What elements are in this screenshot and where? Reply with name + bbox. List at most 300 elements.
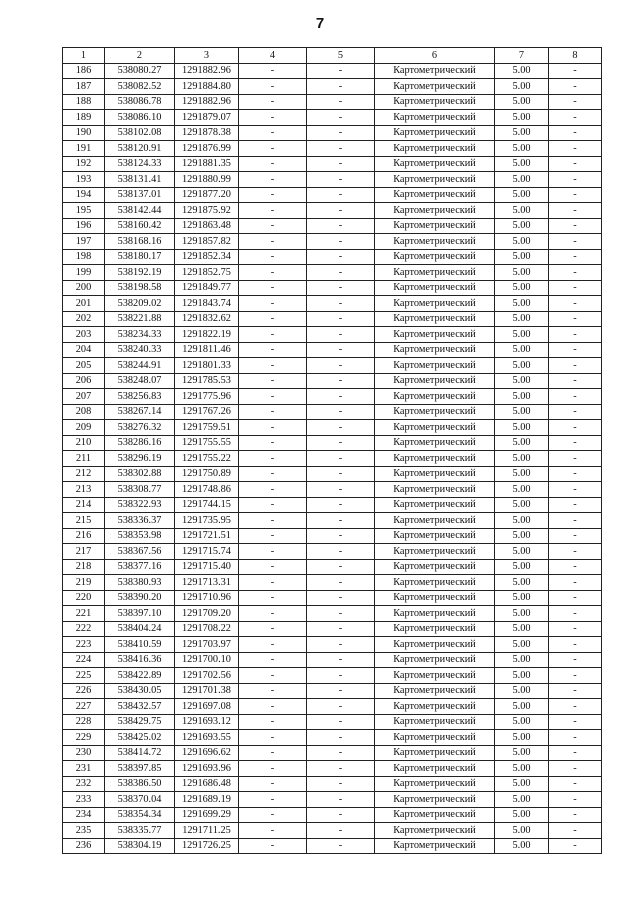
table-cell: 538404.24 — [105, 621, 175, 637]
table-cell: 1291882.96 — [175, 63, 239, 79]
table-cell: 5.00 — [495, 699, 549, 715]
table-cell: Картометрический — [375, 544, 495, 560]
table-cell: 221 — [63, 606, 105, 622]
table-cell: Картометрический — [375, 435, 495, 451]
table-cell: - — [307, 218, 375, 234]
table-cell: - — [307, 513, 375, 529]
table-cell: Картометрический — [375, 559, 495, 575]
table-cell: Картометрический — [375, 327, 495, 343]
table-cell: 1291709.20 — [175, 606, 239, 622]
table-cell: - — [549, 156, 602, 172]
table-cell: 538380.93 — [105, 575, 175, 591]
table-cell: 5.00 — [495, 652, 549, 668]
table-cell: - — [549, 451, 602, 467]
table-cell: 1291696.62 — [175, 745, 239, 761]
column-header: 5 — [307, 48, 375, 64]
table-cell: 5.00 — [495, 141, 549, 157]
table-cell: - — [549, 125, 602, 141]
table-cell: - — [549, 172, 602, 188]
table-cell: - — [307, 63, 375, 79]
table-row — [63, 125, 602, 141]
table-cell: 1291715.40 — [175, 559, 239, 575]
table-cell: 195 — [63, 203, 105, 219]
table-cell: - — [239, 280, 307, 296]
table-cell: 191 — [63, 141, 105, 157]
table-cell: - — [307, 699, 375, 715]
table-cell: - — [549, 435, 602, 451]
table-cell: - — [239, 559, 307, 575]
table-cell: 5.00 — [495, 203, 549, 219]
table-cell: - — [239, 249, 307, 265]
table-cell: 5.00 — [495, 94, 549, 110]
table-cell: 212 — [63, 466, 105, 482]
table-cell: 1291849.77 — [175, 280, 239, 296]
table-cell: 538234.33 — [105, 327, 175, 343]
table-cell: 216 — [63, 528, 105, 544]
table-cell: 192 — [63, 156, 105, 172]
table-cell: 5.00 — [495, 404, 549, 420]
table-row — [63, 451, 602, 467]
table-cell: - — [239, 172, 307, 188]
table-cell: - — [239, 156, 307, 172]
table-cell: 5.00 — [495, 218, 549, 234]
table-cell: Картометрический — [375, 466, 495, 482]
table-cell: 1291689.19 — [175, 792, 239, 808]
table-cell: 538410.59 — [105, 637, 175, 653]
table-row — [63, 218, 602, 234]
table-cell: - — [549, 497, 602, 513]
table-cell: - — [549, 404, 602, 420]
table-cell: 538086.78 — [105, 94, 175, 110]
table-cell: 5.00 — [495, 234, 549, 250]
table-cell: - — [307, 497, 375, 513]
table-cell: 538322.93 — [105, 497, 175, 513]
table-cell: - — [549, 776, 602, 792]
table-cell: 1291811.46 — [175, 342, 239, 358]
table-cell: Картометрический — [375, 838, 495, 854]
table-cell: Картометрический — [375, 172, 495, 188]
table-row — [63, 575, 602, 591]
table-cell: 538142.44 — [105, 203, 175, 219]
table-cell: Картометрический — [375, 699, 495, 715]
table-row — [63, 776, 602, 792]
table-cell: 227 — [63, 699, 105, 715]
table-row — [63, 792, 602, 808]
table-row — [63, 745, 602, 761]
table-cell: - — [239, 342, 307, 358]
table-cell: - — [307, 544, 375, 560]
table-cell: 5.00 — [495, 265, 549, 281]
table-cell: 538256.83 — [105, 389, 175, 405]
table-cell: 538244.91 — [105, 358, 175, 374]
table-cell: - — [239, 125, 307, 141]
table-cell: 1291755.55 — [175, 435, 239, 451]
table-cell: 203 — [63, 327, 105, 343]
table-cell: 538086.10 — [105, 110, 175, 126]
table-cell: - — [307, 683, 375, 699]
table-cell: 200 — [63, 280, 105, 296]
table-cell: 5.00 — [495, 311, 549, 327]
table-cell: Картометрический — [375, 792, 495, 808]
table-cell: - — [307, 249, 375, 265]
table-cell: - — [307, 621, 375, 637]
table-cell: Картометрический — [375, 776, 495, 792]
table-cell: 5.00 — [495, 559, 549, 575]
table-cell: Картометрический — [375, 296, 495, 312]
table-cell: - — [239, 807, 307, 823]
table-cell: - — [239, 590, 307, 606]
table-cell: 1291703.97 — [175, 637, 239, 653]
table-row — [63, 807, 602, 823]
table-cell: Картометрический — [375, 404, 495, 420]
table-cell: Картометрический — [375, 249, 495, 265]
table-cell: - — [307, 203, 375, 219]
column-header: 7 — [495, 48, 549, 64]
table-cell: 1291726.25 — [175, 838, 239, 854]
table-row — [63, 435, 602, 451]
table-cell: - — [549, 187, 602, 203]
table-row — [63, 296, 602, 312]
table-cell: 5.00 — [495, 280, 549, 296]
table-cell: - — [307, 141, 375, 157]
table-cell: 5.00 — [495, 466, 549, 482]
table-cell: - — [239, 389, 307, 405]
table-cell: - — [549, 761, 602, 777]
column-header: 2 — [105, 48, 175, 64]
table-row — [63, 110, 602, 126]
table-cell: 5.00 — [495, 823, 549, 839]
table-cell: 538276.32 — [105, 420, 175, 436]
table-cell: 5.00 — [495, 63, 549, 79]
table-cell: - — [307, 575, 375, 591]
table-cell: 538102.08 — [105, 125, 175, 141]
table-cell: - — [549, 466, 602, 482]
table-cell: 538414.72 — [105, 745, 175, 761]
table-cell: 538370.04 — [105, 792, 175, 808]
table-cell: 223 — [63, 637, 105, 653]
table-cell: - — [307, 714, 375, 730]
table-cell: - — [549, 714, 602, 730]
table-cell: 189 — [63, 110, 105, 126]
table-cell: - — [239, 420, 307, 436]
table-cell: Картометрический — [375, 234, 495, 250]
table-cell: 220 — [63, 590, 105, 606]
table-cell: Картометрический — [375, 513, 495, 529]
table-row — [63, 249, 602, 265]
table-cell: 538430.05 — [105, 683, 175, 699]
table-cell: 5.00 — [495, 668, 549, 684]
table-cell: 5.00 — [495, 110, 549, 126]
table-cell: 1291711.25 — [175, 823, 239, 839]
table-row — [63, 497, 602, 513]
table-cell: 206 — [63, 373, 105, 389]
table-cell: - — [307, 823, 375, 839]
table-cell: - — [239, 730, 307, 746]
table-cell: 236 — [63, 838, 105, 854]
table-cell: - — [549, 590, 602, 606]
table-cell: - — [239, 110, 307, 126]
table-cell: 538416.36 — [105, 652, 175, 668]
table-cell: Картометрический — [375, 451, 495, 467]
table-cell: - — [307, 730, 375, 746]
table-cell: 234 — [63, 807, 105, 823]
table-cell: 538080.27 — [105, 63, 175, 79]
table-cell: - — [549, 296, 602, 312]
table-cell: 209 — [63, 420, 105, 436]
table-cell: - — [307, 745, 375, 761]
table-cell: - — [307, 451, 375, 467]
table-row — [63, 342, 602, 358]
table-cell: 210 — [63, 435, 105, 451]
table-cell: 5.00 — [495, 575, 549, 591]
table-cell: - — [239, 792, 307, 808]
table-cell: - — [307, 311, 375, 327]
table-cell: - — [239, 637, 307, 653]
table-cell: Картометрический — [375, 342, 495, 358]
table-cell: 1291701.38 — [175, 683, 239, 699]
table-cell: 1291693.96 — [175, 761, 239, 777]
table-cell: - — [549, 637, 602, 653]
table-cell: - — [307, 373, 375, 389]
table-cell: - — [307, 79, 375, 95]
table-cell: - — [239, 203, 307, 219]
table-cell: 538198.58 — [105, 280, 175, 296]
table-row — [63, 420, 602, 436]
table-cell: Картометрический — [375, 683, 495, 699]
table-cell: 5.00 — [495, 327, 549, 343]
table-cell: - — [239, 838, 307, 854]
table-cell: - — [307, 792, 375, 808]
table-cell: 5.00 — [495, 420, 549, 436]
table-cell: 5.00 — [495, 451, 549, 467]
table-cell: - — [307, 776, 375, 792]
table-cell: 204 — [63, 342, 105, 358]
table-row — [63, 203, 602, 219]
table-cell: 233 — [63, 792, 105, 808]
table-cell: 5.00 — [495, 497, 549, 513]
table-cell: 230 — [63, 745, 105, 761]
table-cell: 1291852.75 — [175, 265, 239, 281]
table-cell: - — [239, 482, 307, 498]
table-cell: - — [239, 358, 307, 374]
table-cell: 193 — [63, 172, 105, 188]
table-cell: 1291882.96 — [175, 94, 239, 110]
table-cell: 1291878.38 — [175, 125, 239, 141]
table-cell: 1291863.48 — [175, 218, 239, 234]
table-cell: - — [239, 63, 307, 79]
table-cell: Картометрический — [375, 94, 495, 110]
table-cell: 190 — [63, 125, 105, 141]
table-cell: 5.00 — [495, 761, 549, 777]
table-cell: Картометрический — [375, 637, 495, 653]
table-cell: - — [549, 528, 602, 544]
table-cell: 5.00 — [495, 544, 549, 560]
table-cell: 199 — [63, 265, 105, 281]
table-cell: 1291713.31 — [175, 575, 239, 591]
table-cell: 207 — [63, 389, 105, 405]
table-cell: 1291750.89 — [175, 466, 239, 482]
table-cell: 5.00 — [495, 187, 549, 203]
table-cell: 5.00 — [495, 776, 549, 792]
table-row — [63, 683, 602, 699]
table-cell: 1291843.74 — [175, 296, 239, 312]
table-cell: - — [307, 110, 375, 126]
table-cell: 538335.77 — [105, 823, 175, 839]
table-cell: Картометрический — [375, 218, 495, 234]
table-cell: - — [239, 234, 307, 250]
table-cell: - — [307, 466, 375, 482]
table-cell: 538267.14 — [105, 404, 175, 420]
table-cell: 5.00 — [495, 590, 549, 606]
table-cell: - — [239, 544, 307, 560]
table-cell: 538180.17 — [105, 249, 175, 265]
table-cell: - — [307, 482, 375, 498]
table-cell: 1291832.62 — [175, 311, 239, 327]
table-row — [63, 482, 602, 498]
table-cell: - — [307, 358, 375, 374]
table-header — [63, 48, 602, 64]
table-cell: 1291877.20 — [175, 187, 239, 203]
table-cell: 188 — [63, 94, 105, 110]
table-cell: 538367.56 — [105, 544, 175, 560]
table-cell: - — [239, 451, 307, 467]
table-cell: - — [549, 373, 602, 389]
table-cell: 1291708.22 — [175, 621, 239, 637]
table-cell: - — [239, 79, 307, 95]
table-cell: Картометрический — [375, 575, 495, 591]
table-cell: - — [307, 668, 375, 684]
table-row — [63, 544, 602, 560]
table-cell: - — [307, 265, 375, 281]
table-cell: 538120.91 — [105, 141, 175, 157]
table-cell: 1291721.51 — [175, 528, 239, 544]
table-cell: - — [307, 156, 375, 172]
table-cell: - — [307, 404, 375, 420]
table-row — [63, 838, 602, 854]
table-cell: 538425.02 — [105, 730, 175, 746]
table-cell: Картометрический — [375, 482, 495, 498]
table-cell: 538422.89 — [105, 668, 175, 684]
table-cell: 5.00 — [495, 373, 549, 389]
table-cell: - — [549, 265, 602, 281]
table-cell: 198 — [63, 249, 105, 265]
table-cell: - — [239, 621, 307, 637]
table-cell: - — [307, 327, 375, 343]
table-cell: - — [307, 125, 375, 141]
table-cell: - — [549, 683, 602, 699]
table-cell: 1291785.53 — [175, 373, 239, 389]
table-cell: Картометрический — [375, 621, 495, 637]
table-cell: 215 — [63, 513, 105, 529]
table-cell: Картометрический — [375, 590, 495, 606]
table-cell: - — [307, 652, 375, 668]
table-row — [63, 187, 602, 203]
table-cell: Картометрический — [375, 110, 495, 126]
table-cell: 229 — [63, 730, 105, 746]
table-cell: 1291755.22 — [175, 451, 239, 467]
table-cell: 1291744.15 — [175, 497, 239, 513]
table-cell: - — [239, 606, 307, 622]
table-cell: 5.00 — [495, 807, 549, 823]
table-cell: 1291697.08 — [175, 699, 239, 715]
table-cell: - — [307, 435, 375, 451]
header-row — [63, 48, 602, 64]
table-cell: 187 — [63, 79, 105, 95]
table-cell: 208 — [63, 404, 105, 420]
table-row — [63, 590, 602, 606]
table-cell: 538386.50 — [105, 776, 175, 792]
table-row — [63, 730, 602, 746]
table-cell: 538240.33 — [105, 342, 175, 358]
table-cell: - — [549, 358, 602, 374]
table-cell: 5.00 — [495, 621, 549, 637]
table-cell: - — [549, 699, 602, 715]
table-cell: Картометрический — [375, 528, 495, 544]
table-cell: 201 — [63, 296, 105, 312]
column-header: 1 — [63, 48, 105, 64]
table-row — [63, 606, 602, 622]
table-cell: Картометрический — [375, 652, 495, 668]
table-cell: Картометрический — [375, 606, 495, 622]
table-cell: 1291748.86 — [175, 482, 239, 498]
table-cell: - — [307, 606, 375, 622]
table-cell: - — [239, 745, 307, 761]
table-cell: - — [239, 714, 307, 730]
table-cell: 5.00 — [495, 249, 549, 265]
column-header: 4 — [239, 48, 307, 64]
table-cell: 205 — [63, 358, 105, 374]
table-cell: 5.00 — [495, 389, 549, 405]
column-header: 8 — [549, 48, 602, 64]
table-cell: - — [307, 637, 375, 653]
table-cell: 5.00 — [495, 838, 549, 854]
table-cell: - — [307, 296, 375, 312]
table-cell: 538082.52 — [105, 79, 175, 95]
table-cell: - — [239, 699, 307, 715]
table-cell: Картометрический — [375, 203, 495, 219]
table-row — [63, 513, 602, 529]
table-cell: 538308.77 — [105, 482, 175, 498]
table-cell: Картометрический — [375, 63, 495, 79]
table-cell: - — [549, 94, 602, 110]
table-cell: - — [549, 792, 602, 808]
table-row — [63, 172, 602, 188]
page-number: 7 — [315, 15, 325, 32]
table-cell: 538137.01 — [105, 187, 175, 203]
table-cell: - — [239, 497, 307, 513]
table-cell: 5.00 — [495, 528, 549, 544]
table-cell: 225 — [63, 668, 105, 684]
table-row — [63, 156, 602, 172]
table-row — [63, 63, 602, 79]
table-cell: Картометрический — [375, 265, 495, 281]
table-cell: - — [307, 389, 375, 405]
table-cell: 1291857.82 — [175, 234, 239, 250]
table-cell: - — [239, 218, 307, 234]
table-cell: 1291759.51 — [175, 420, 239, 436]
table-cell: - — [307, 590, 375, 606]
table-row — [63, 652, 602, 668]
table-cell: 5.00 — [495, 482, 549, 498]
table-cell: 5.00 — [495, 156, 549, 172]
table-cell: 5.00 — [495, 125, 549, 141]
table-cell: 5.00 — [495, 358, 549, 374]
table-cell: 5.00 — [495, 342, 549, 358]
table-cell: - — [549, 327, 602, 343]
table-cell: - — [307, 342, 375, 358]
table-cell: - — [549, 249, 602, 265]
table-cell: 1291880.99 — [175, 172, 239, 188]
